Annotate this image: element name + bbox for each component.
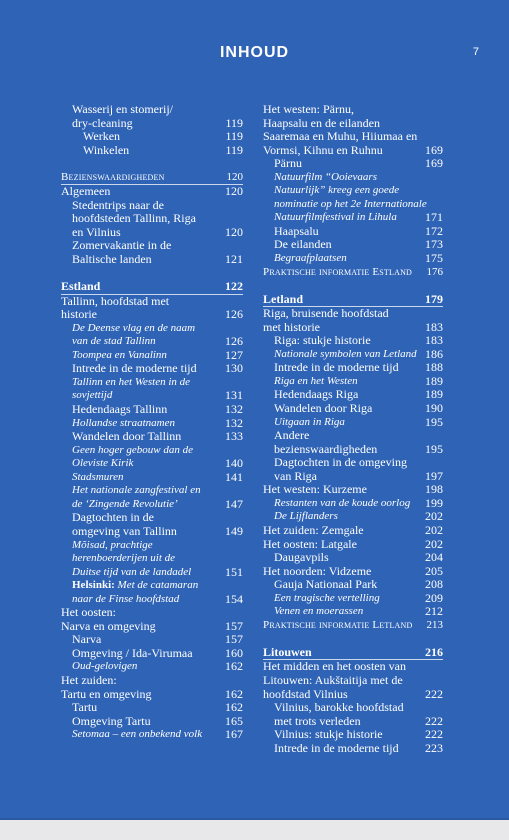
toc-entry-title: Wandelen door Riga — [274, 401, 373, 416]
toc-entry[interactable] — [263, 266, 443, 280]
toc-entry[interactable] — [61, 552, 243, 566]
toc-page-number: 175 — [425, 251, 443, 266]
toc-page-number: 190 — [425, 401, 443, 416]
toc-entry[interactable] — [61, 308, 243, 322]
toc-entry-title: met historie — [263, 319, 320, 334]
toc-right-column — [263, 103, 443, 755]
toc-page-number: 189 — [425, 373, 443, 388]
toc-page-number: 197 — [425, 468, 443, 483]
toc-entry-title: van de stad Tallinn — [72, 335, 156, 348]
toc-entry[interactable] — [263, 688, 443, 702]
toc-entry-title: Geen hoger gebouw dan de — [72, 443, 193, 456]
toc-entry[interactable] — [263, 470, 443, 484]
spacer — [263, 632, 443, 646]
toc-entry-title: en Vilnius — [72, 224, 121, 239]
toc-page-number: 162 — [225, 700, 243, 715]
toc-entry[interactable] — [61, 647, 243, 661]
toc-entry[interactable] — [263, 238, 443, 252]
toc-entry-title: herenboerderijen uit de — [72, 552, 176, 565]
toc-page-number: 133 — [225, 429, 243, 444]
toc-entry-title: Nationale symbolen van Letland — [274, 347, 417, 360]
toc-page-number: 222 — [425, 686, 443, 701]
toc-page-number: 132 — [225, 402, 243, 417]
page-title: INHOUD — [219, 44, 290, 61]
toc-entry[interactable] — [61, 226, 243, 240]
toc-entry-title: nominatie op het 2e Internationale — [274, 197, 427, 210]
toc-entry[interactable] — [61, 471, 243, 485]
toc-entry[interactable] — [61, 593, 243, 607]
toc-entry[interactable] — [61, 376, 243, 390]
toc-entry[interactable] — [61, 362, 243, 376]
toc-entry[interactable] — [61, 566, 243, 580]
toc-entry-title: Hollandse straatnamen — [72, 416, 175, 429]
toc-page-number: 147 — [225, 496, 243, 511]
toc-entry-title: Duitse tijd van de landadel — [72, 565, 192, 578]
toc-page-number: 120 — [225, 184, 243, 199]
toc-entry-title: Dagtochten in de — [72, 510, 154, 525]
toc-entry-title: sovjettijd — [72, 389, 113, 402]
toc-entry-title: Algemeen — [61, 184, 111, 199]
toc-page-number: 198 — [425, 482, 443, 497]
toc-entry[interactable] — [263, 605, 443, 619]
toc-entry[interactable] — [263, 715, 443, 729]
toc-entry[interactable] — [263, 103, 443, 117]
toc-entry[interactable] — [61, 715, 243, 729]
toc-entry[interactable] — [61, 103, 243, 117]
toc-entry[interactable] — [263, 117, 443, 131]
toc-entry[interactable] — [61, 660, 243, 674]
toc-entry-title: Het zuiden: — [61, 672, 117, 687]
toc-entry[interactable] — [263, 510, 443, 524]
toc-page-number: 179 — [425, 291, 443, 306]
toc-entry-title: Het oosten: Latgale — [263, 536, 357, 551]
toc-entry-title: Andere — [274, 428, 310, 443]
toc-entry[interactable] — [263, 388, 443, 402]
toc-entry[interactable] — [263, 402, 443, 416]
toc-entry[interactable] — [263, 538, 443, 552]
toc-entry[interactable] — [61, 444, 243, 458]
toc-entry-title: Riga: stukje historie — [274, 333, 371, 348]
toc-entry[interactable] — [263, 592, 443, 606]
toc-entry-title: Intrede in de moderne tijd — [72, 361, 197, 376]
spacer — [61, 267, 243, 281]
toc-entry-title: Haapsalu en de eilanden — [263, 115, 380, 130]
toc-entry-title: Het nationale zangfestival en — [72, 484, 201, 497]
toc-entry-title: Gauja Nationaal Park — [274, 577, 378, 592]
toc-entry[interactable] — [263, 524, 443, 538]
toc-entry-title: van Riga — [274, 468, 317, 483]
toc-entry-title: Daugavpils — [274, 550, 329, 565]
toc-page-number: 172 — [425, 223, 443, 238]
toc-section-heading[interactable] — [263, 646, 443, 661]
spacer — [263, 279, 443, 293]
toc-entry[interactable] — [61, 430, 243, 444]
page-bottom-edge — [0, 818, 509, 840]
toc-page-number: 157 — [225, 632, 243, 647]
toc-entry-title: Tartu — [72, 700, 98, 715]
toc-entry-title: Bezienswaardigheden — [61, 170, 165, 183]
toc-entry-title: Saaremaa en Muhu, Hiiumaa en — [263, 129, 418, 144]
toc-entry-title: Riga, bruisende hoofdstad — [263, 306, 389, 321]
toc-entry-title: Helsinki: Met de catamaran — [72, 579, 199, 592]
toc-entry[interactable] — [263, 171, 443, 185]
toc-page-number: 213 — [426, 618, 443, 631]
toc-entry[interactable] — [263, 252, 443, 266]
toc-entry[interactable] — [263, 416, 443, 430]
toc-entry[interactable] — [61, 484, 243, 498]
toc-page-number: 195 — [425, 441, 443, 456]
toc-entry[interactable] — [263, 497, 443, 511]
toc-entry[interactable] — [61, 253, 243, 267]
toc-page-number: 212 — [425, 604, 443, 619]
toc-section-heading[interactable] — [61, 280, 243, 295]
toc-entry-title: Stedentrips naar de — [72, 197, 164, 212]
toc-entry-title: Het westen: Kurzeme — [263, 482, 367, 497]
toc-page-number: 176 — [426, 265, 443, 278]
toc-entry-title: Oud-gelovigen — [72, 660, 138, 673]
toc-entry-title: De Lijflanders — [274, 510, 338, 523]
toc-entry-title: historie — [61, 307, 97, 322]
toc-entry-title: Restanten van de koude oorlog — [274, 496, 411, 509]
toc-entry-title: Tallinn, hoofdstad met — [61, 293, 170, 308]
toc-entry-title: Omgeving Tartu — [72, 713, 151, 728]
toc-entry-title: Zomervakantie in de — [72, 238, 172, 253]
toc-section-heading[interactable] — [263, 293, 443, 308]
toc-entry-title: Hedendaags Riga — [274, 387, 359, 402]
toc-page-number: 222 — [425, 713, 443, 728]
toc-page-number: 149 — [225, 523, 243, 538]
toc-entry-title: Oleviste Kirik — [72, 457, 134, 470]
toc-entry-title: met trots verleden — [274, 713, 361, 728]
toc-entry[interactable] — [263, 348, 443, 362]
toc-entry-title: Praktische informatie Letland — [263, 618, 413, 631]
toc-entry[interactable] — [263, 619, 443, 633]
toc-entry-title: Winkelen — [83, 142, 130, 157]
toc-entry[interactable] — [61, 322, 243, 336]
toc-entry[interactable] — [263, 321, 443, 335]
toc-entry-title: omgeving van Tallinn — [72, 523, 177, 538]
toc-entry-title: Vilnius: stukje historie — [274, 727, 383, 742]
toc-entry[interactable] — [263, 361, 443, 375]
toc-page-number: 140 — [225, 456, 243, 471]
toc-entry[interactable] — [263, 728, 443, 742]
toc-entry-title: Estland — [61, 279, 101, 294]
toc-entry[interactable] — [61, 403, 243, 417]
toc-page-number: 122 — [225, 279, 243, 294]
toc-page-number: 222 — [425, 727, 443, 742]
toc-entry[interactable] — [61, 349, 243, 363]
toc-page-number: 195 — [425, 414, 443, 429]
toc-entry[interactable] — [61, 498, 243, 512]
toc-page-number: 171 — [425, 210, 443, 225]
toc-entry-title: Vilnius, barokke hoofdstad — [274, 700, 404, 715]
toc-entry[interactable] — [61, 144, 243, 158]
toc-page-number: 119 — [225, 115, 243, 130]
toc-page-number: 167 — [225, 727, 243, 742]
toc-entry[interactable] — [61, 239, 243, 253]
toc-entry[interactable] — [263, 130, 443, 144]
toc-entry-title: Stadsmuren — [72, 470, 124, 483]
toc-page-number: 208 — [425, 577, 443, 592]
toc-entry-title: bezienswaardigheden — [274, 441, 378, 456]
toc-entry[interactable] — [61, 728, 243, 742]
toc-page-number: 169 — [425, 156, 443, 171]
toc-entry-title: Het westen: Pärnu, — [263, 102, 354, 116]
page-number: 7 — [472, 46, 479, 58]
toc-page-number: 202 — [425, 522, 443, 537]
spacer — [61, 157, 243, 171]
toc-page-number: 202 — [425, 509, 443, 524]
toc-entry[interactable] — [263, 211, 443, 225]
toc-entry[interactable] — [263, 307, 443, 321]
toc-entry[interactable] — [61, 335, 243, 349]
toc-entry[interactable] — [263, 551, 443, 565]
toc-entry[interactable] — [263, 225, 443, 239]
toc-entry-title: Natuurfilmfestival in Lihula — [274, 211, 397, 224]
toc-entry[interactable] — [61, 457, 243, 471]
toc-entry[interactable] — [263, 157, 443, 171]
toc-entry[interactable] — [61, 171, 243, 186]
toc-entry-title: Het zuiden: Zemgale — [263, 522, 364, 537]
toc-entry-title: Tallinn en het Westen in de — [72, 375, 191, 388]
toc-entry[interactable] — [61, 295, 243, 309]
toc-page-number: 189 — [425, 387, 443, 402]
toc-page-number: 154 — [225, 591, 243, 606]
toc-page-number: 188 — [425, 360, 443, 375]
toc-entry[interactable] — [61, 525, 243, 539]
toc-entry-title: hoofdsteden Tallinn, Riga — [72, 211, 196, 226]
toc-entry[interactable] — [263, 198, 443, 212]
toc-page-number: 120 — [225, 224, 243, 239]
toc-entry[interactable] — [61, 417, 243, 431]
toc-entry-title: Litouwen — [263, 644, 312, 659]
toc-entry-title: Omgeving / Ida-Virumaa — [72, 645, 193, 660]
toc-page-number: 162 — [225, 659, 243, 674]
toc-entry-title: Dagtochten in de omgeving — [274, 455, 407, 470]
toc-page-number: 183 — [425, 319, 443, 334]
toc-entry[interactable] — [61, 130, 243, 144]
toc-entry[interactable] — [61, 389, 243, 403]
toc-entry-title: Toompea en Vanalinn — [72, 348, 167, 361]
toc-page-number: 119 — [225, 142, 243, 157]
toc-entry-title: Natuurfilm “Ooievaars — [274, 170, 377, 183]
toc-entry-title: dry-cleaning — [72, 115, 133, 130]
toc-entry[interactable] — [263, 456, 443, 470]
toc-page-number: 151 — [225, 564, 243, 579]
toc-page-number: 126 — [225, 334, 243, 349]
toc-page-number: 157 — [225, 618, 243, 633]
toc-entry[interactable] — [61, 606, 243, 620]
toc-entry-title: Baltische landen — [72, 252, 152, 267]
toc-entry-title: hoofdstad Vilnius — [263, 686, 348, 701]
toc-entry-title: Natuurlijk” kreeg een goede — [274, 184, 400, 197]
toc-entry[interactable] — [61, 688, 243, 702]
toc-entry[interactable] — [61, 212, 243, 226]
toc-page-number: 141 — [225, 469, 243, 484]
toc-entry-title: Letland — [263, 291, 304, 306]
toc-entry[interactable] — [61, 199, 243, 213]
toc-page-number: 162 — [225, 686, 243, 701]
toc-page-number: 199 — [425, 495, 443, 510]
toc-entry-title: De eilanden — [274, 237, 332, 252]
toc-page-number: 183 — [425, 333, 443, 348]
toc-entry-title: Narva en omgeving — [61, 618, 156, 633]
toc-entry[interactable] — [263, 565, 443, 579]
toc-page-number: 132 — [225, 415, 243, 430]
toc-entry-title: Vormsi, Kihnu en Ruhnu — [263, 142, 383, 157]
toc-page-number: 169 — [425, 142, 443, 157]
toc-page-number: 173 — [425, 237, 443, 252]
toc-left-column — [61, 103, 243, 742]
toc-page-number: 130 — [225, 361, 243, 376]
toc-entry[interactable] — [61, 185, 243, 199]
toc-entry-title: Uitgaan in Riga — [274, 415, 345, 428]
toc-page-number: 165 — [225, 713, 243, 728]
toc-entry-title: naar de Finse hoofdstad — [72, 592, 180, 605]
toc-entry[interactable] — [61, 579, 243, 593]
toc-entry[interactable] — [263, 429, 443, 443]
toc-page-number: 126 — [225, 307, 243, 322]
toc-page-number: 209 — [425, 590, 443, 605]
toc-page-number: 223 — [425, 740, 443, 755]
toc-entry-title: Intrede in de moderne tijd — [274, 360, 399, 375]
toc-entry[interactable] — [263, 375, 443, 389]
toc-entry-title: Het noorden: Vidzeme — [263, 563, 372, 578]
toc-entry[interactable] — [263, 660, 443, 674]
toc-entry[interactable] — [61, 117, 243, 131]
toc-page-number: 120 — [226, 170, 243, 183]
toc-entry[interactable] — [263, 742, 443, 756]
toc-entry-title: Wasserij en stomerij/ — [72, 102, 174, 116]
toc-page-number: 131 — [225, 388, 243, 403]
toc-entry-title: Werken — [83, 129, 121, 144]
toc-entry-title: Tartu en omgeving — [61, 686, 152, 701]
toc-entry-title: Een tragische vertelling — [274, 591, 380, 604]
toc-page-number: 204 — [425, 550, 443, 565]
toc-entry-title: Het midden en het oosten van — [263, 659, 406, 674]
toc-entry[interactable] — [61, 511, 243, 525]
toc-entry[interactable] — [263, 443, 443, 457]
toc-entry-title: Begraafplaatsen — [274, 252, 347, 265]
toc-entry-title: De Deense vlag en de naam — [72, 321, 196, 334]
toc-entry[interactable] — [263, 184, 443, 198]
toc-entry-title: Litouwen: Aukštaitija met de — [263, 672, 403, 687]
toc-page-number: 186 — [425, 346, 443, 361]
toc-entry-title: Narva — [72, 632, 102, 647]
toc-entry-title: Hedendaags Tallinn — [72, 402, 168, 417]
toc-entry-title: de ‘Zingende Revolutie’ — [72, 497, 178, 510]
toc-entry-title: Setomaa – een onbekend volk — [72, 728, 203, 741]
toc-page-number: 127 — [225, 347, 243, 362]
toc-entry[interactable] — [263, 334, 443, 348]
toc-page-number: 216 — [425, 644, 443, 659]
toc-entry[interactable] — [61, 620, 243, 634]
toc-entry-title: Mõisad, prachtige — [72, 538, 153, 551]
toc-entry-title: Het oosten: — [61, 605, 116, 620]
toc-entry-title: Intrede in de moderne tijd — [274, 740, 399, 755]
toc-entry-title: Pärnu — [274, 156, 302, 171]
toc-page-number: 205 — [425, 563, 443, 578]
toc-entry-title: Wandelen door Tallinn — [72, 429, 182, 444]
toc-entry[interactable] — [263, 578, 443, 592]
toc-entry[interactable] — [61, 633, 243, 647]
toc-entry[interactable] — [61, 539, 243, 553]
toc-page-number: 202 — [425, 536, 443, 551]
toc-page-number: 121 — [225, 252, 243, 267]
toc-entry[interactable] — [61, 701, 243, 715]
toc-entry[interactable] — [263, 144, 443, 158]
toc-page-number: 160 — [225, 645, 243, 660]
toc-page-number: 119 — [225, 129, 243, 144]
toc-entry[interactable] — [263, 674, 443, 688]
toc-entry[interactable] — [263, 701, 443, 715]
toc-entry-title: Venen en moerassen — [274, 605, 364, 618]
toc-entry-title: Riga en het Westen — [274, 374, 358, 387]
toc-entry[interactable] — [61, 674, 243, 688]
toc-entry[interactable] — [263, 483, 443, 497]
toc-entry-title: Haapsalu — [274, 223, 319, 238]
toc-entry-title: Praktische informatie Estland — [263, 265, 413, 278]
